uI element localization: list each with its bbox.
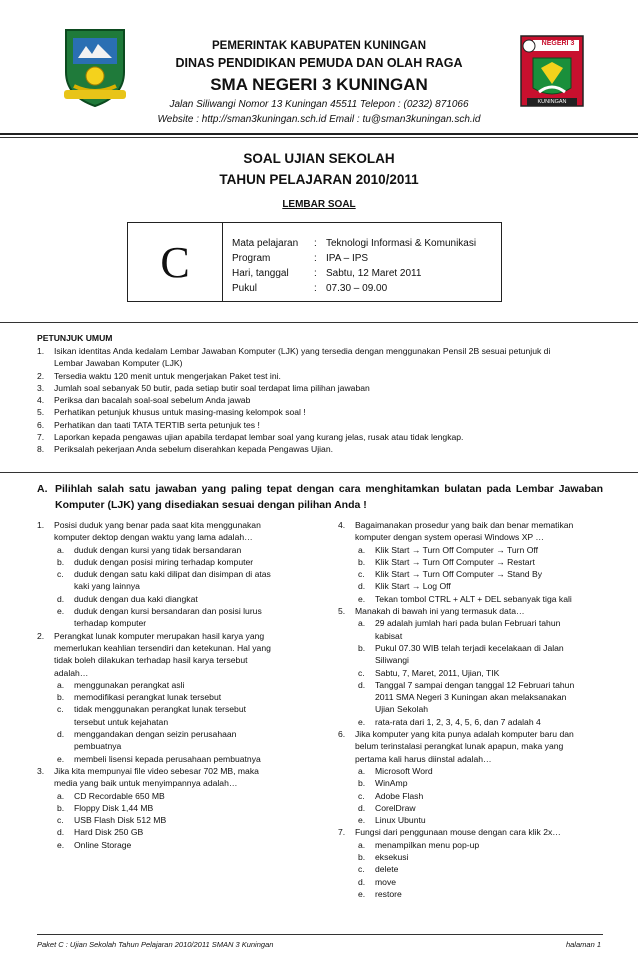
answer-option: [54, 753, 317, 765]
option-letter: a.: [57, 544, 65, 555]
answer-option: [54, 593, 317, 605]
option-line: duduk dengan dua kaki diangkat: [74, 593, 198, 604]
answer-option: [355, 863, 618, 875]
option-letter: e.: [358, 593, 366, 604]
option-line: Hard Disk 250 GB: [74, 827, 144, 838]
answer-option: [54, 556, 317, 568]
school-contact: Website : http://sman3kuningan.sch.id Email : tu@sman3kuningan.sch.id: [157, 114, 481, 125]
answer-option: [54, 802, 317, 814]
option-text: [74, 790, 317, 802]
option-letter: c.: [57, 704, 64, 715]
option-line: rata-rata dari 1, 2, 3, 4, 5, 6, dan 7 adalah 4: [375, 716, 541, 727]
answer-option: [355, 814, 618, 826]
option-line: move: [375, 876, 397, 887]
option-text: [375, 777, 618, 789]
option-line: Klik Start → Turn Off Computer → Stand By: [375, 569, 543, 580]
question-line: media yang baik untuk menyimpannya adalah…: [54, 778, 238, 789]
option-text: [375, 716, 618, 728]
option-letter: c.: [57, 815, 64, 826]
info-label: Program: [232, 253, 271, 264]
option-line: Siliwangi: [375, 655, 409, 666]
option-line: Online Storage: [74, 839, 132, 850]
option-line: kabisat: [375, 630, 403, 641]
instruction-body: [54, 382, 607, 394]
option-line: menggandakan dengan seizin perusahaan: [74, 729, 237, 740]
instruction-line: Isikan identitas Anda kedalam Lembar Jawaban Komputer (LJK) yang tersedia dengan menggunakan Pensil 2B sesuai petunjuk di: [54, 346, 551, 356]
option-text: [74, 568, 317, 593]
option-line: duduk dengan kursi yang tidak bersandaran: [74, 544, 242, 555]
option-text: [74, 728, 317, 753]
question-text: [355, 519, 618, 544]
answer-option: [355, 568, 618, 580]
option-line: Floppy Disk 1,44 MB: [74, 802, 154, 813]
page-number: halaman 1: [565, 940, 601, 949]
instruction-item: [37, 406, 607, 418]
option-text: [375, 863, 618, 875]
school-logo-bottom: KUNINGAN: [537, 99, 567, 105]
question: [338, 826, 618, 900]
question-number: 5.: [338, 606, 346, 617]
instruction-line: Perhatikan petunjuk khusus untuk masing-masing kelompok soal !: [54, 407, 306, 418]
option-line: CD Recordable 650 MB: [74, 790, 165, 801]
instruction-item: [37, 443, 607, 455]
option-line: USB Flash Disk 512 MB: [74, 815, 167, 826]
question-text: [355, 605, 618, 617]
instruction-number: 6.: [37, 419, 45, 430]
option-text: [375, 888, 618, 900]
option-letter: a.: [358, 765, 366, 776]
info-value: Teknologi Informasi & Komunikasi: [326, 238, 477, 249]
question-number: 6.: [338, 729, 346, 740]
option-line: terhadap komputer: [74, 618, 147, 629]
question-line: belum terinstalasi perangkat lunak apapun, maka yang: [355, 741, 564, 752]
exam-title: SOAL UJIAN SEKOLAH: [243, 151, 395, 166]
instruction-number: 2.: [37, 370, 45, 381]
option-letter: b.: [57, 802, 65, 813]
option-letter: b.: [358, 778, 366, 789]
question: [338, 605, 618, 728]
answer-option: [54, 605, 317, 630]
option-letter: d.: [358, 876, 366, 887]
answer-option: [355, 544, 618, 556]
question: [338, 728, 618, 826]
answer-option: [54, 568, 317, 593]
option-line: Sabtu, 7, Maret, 2011, Ujian, TIK: [375, 667, 500, 678]
option-line: memodifikasi perangkat lunak tersebut: [74, 692, 222, 703]
answer-option: [355, 876, 618, 888]
info-label: Hari, tanggal: [232, 268, 289, 279]
exam-info-box: [127, 222, 502, 302]
question-line: Perangkat lunak komputer merupakan hasil karya yang: [54, 630, 265, 641]
question-text: [355, 826, 618, 838]
option-text: [74, 593, 317, 605]
option-line: CorelDraw: [375, 802, 416, 813]
question-line: adalah…: [54, 667, 89, 678]
department-heading: DINAS PENDIDIKAN PEMUDA DAN OLAH RAGA: [175, 56, 463, 70]
question-number: 4.: [338, 520, 346, 530]
option-text: [375, 790, 618, 802]
instruction-body: [54, 370, 607, 382]
answer-option: [355, 593, 618, 605]
info-colon: :: [314, 268, 317, 279]
question-line: komputer dengan system operasi Windows XP …: [355, 532, 544, 543]
question: [37, 630, 317, 765]
section-divider: [0, 472, 638, 473]
instruction-item: [37, 382, 607, 394]
instruction-body: [54, 419, 607, 431]
option-line: menggunakan perangkat asli: [74, 679, 185, 690]
section-a-line: Pilihlah salah satu jawaban yang paling tepat dengan cara menghitamkan bulatan pada Lembar Jawaban: [55, 483, 603, 495]
option-line: Klik Start → Turn Off Computer → Turn Off: [375, 544, 539, 555]
answer-option: [355, 888, 618, 900]
instruction-line: Jumlah soal sebanyak 50 butir, pada setiap butir soal terdapat lima pilihan jawaban: [54, 382, 370, 393]
answer-option: [54, 814, 317, 826]
option-text: [375, 839, 618, 851]
question: [37, 765, 317, 851]
option-line: kaki yang lainnya: [74, 581, 140, 592]
option-letter: e.: [57, 606, 65, 617]
instructions-list: [37, 345, 607, 456]
option-text: [74, 814, 317, 826]
option-letter: a.: [57, 790, 65, 801]
answer-option: [355, 667, 618, 679]
instruction-line: Lembar Jawaban Komputer (LJK): [54, 358, 183, 369]
option-line: menampilkan menu pop-up: [375, 839, 480, 850]
instruction-item: [37, 394, 607, 406]
instruction-item: [37, 345, 607, 370]
option-line: pembuatnya: [74, 741, 122, 752]
option-text: [375, 802, 618, 814]
answer-option: [54, 703, 317, 728]
option-text: [74, 679, 317, 691]
question-text: [54, 519, 317, 544]
option-letter: b.: [57, 556, 65, 567]
question-line: memerlukan keahlian tersendiri dan ketekunan. Hal yang: [54, 642, 271, 653]
info-colon: :: [314, 253, 317, 264]
option-text: [74, 544, 317, 556]
school-name: SMA NEGERI 3 KUNINGAN: [210, 75, 428, 94]
option-text: [74, 605, 317, 630]
option-text: [74, 556, 317, 568]
option-text: [375, 851, 618, 863]
option-letter: e.: [358, 815, 366, 826]
option-text: [74, 802, 317, 814]
instruction-body: [54, 345, 607, 370]
option-text: [375, 617, 618, 642]
answer-option: [355, 851, 618, 863]
option-text: [74, 691, 317, 703]
option-text: [74, 839, 317, 851]
instruction-number: 7.: [37, 432, 45, 443]
question-number: 2.: [37, 630, 45, 641]
option-text: [375, 814, 618, 826]
government-heading: PEMERINTAK KABUPATEN KUNINGAN: [211, 40, 427, 52]
question-line: Bagaimanakan prosedur yang baik dan benar mematikan: [355, 520, 574, 530]
info-value: Sabtu, 12 Maret 2011: [326, 268, 422, 279]
answer-option: [355, 802, 618, 814]
option-line: tidak menggunakan perangkat lunak tersebut: [74, 704, 246, 715]
option-line: Tanggal 7 sampai dengan tanggal 12 Februari tahun: [375, 679, 575, 690]
option-text: [74, 703, 317, 728]
option-text: [74, 753, 317, 765]
option-letter: a.: [358, 618, 366, 629]
option-text: [375, 544, 618, 556]
answer-option: [54, 679, 317, 691]
option-line: Microsoft Word: [375, 765, 433, 776]
instruction-line: Periksalah pekerjaan Anda sebelum diserahkan kepada Pengawas Ujian.: [54, 444, 333, 455]
instruction-number: 8.: [37, 444, 45, 455]
exam-year: TAHUN PELAJARAN 2010/2011: [219, 172, 419, 187]
answer-option: [355, 790, 618, 802]
instruction-body: [54, 406, 607, 418]
option-line: Adobe Flash: [375, 790, 424, 801]
option-letter: d.: [57, 729, 65, 740]
answer-option: [355, 716, 618, 728]
option-line: Ujian Sekolah: [375, 704, 429, 715]
option-letter: b.: [57, 692, 65, 703]
question-line: komputer dektop dengan waktu yang lama adalah…: [54, 532, 253, 543]
instruction-line: Perhatikan dan taati TATA TERTIB serta petunjuk tes !: [54, 419, 260, 430]
option-text: [375, 642, 618, 667]
answer-option: [355, 679, 618, 716]
instruction-number: 1.: [37, 346, 45, 356]
option-letter: d.: [358, 679, 366, 690]
instruction-number: 3.: [37, 382, 45, 393]
footer-divider: [37, 934, 603, 935]
option-letter: e.: [57, 839, 65, 850]
option-text: [375, 667, 618, 679]
option-letter: d.: [358, 581, 366, 592]
instruction-item: [37, 370, 607, 382]
answer-option: [355, 580, 618, 592]
option-letter: b.: [358, 852, 366, 863]
answer-option: [355, 777, 618, 789]
instructions-heading: PETUNJUK UMUM: [37, 333, 113, 343]
instruction-line: Laporkan kepada pengawas ujian apabila terdapat lembar soal yang kurang jelas, rusak atau tidak lengkap.: [54, 432, 464, 443]
option-letter: e.: [358, 888, 366, 899]
option-letter: c.: [358, 790, 365, 801]
answer-option: [355, 617, 618, 642]
instruction-body: [54, 443, 607, 455]
answer-option: [54, 544, 317, 556]
instruction-line: Tersedia waktu 120 menit untuk mengerjakan Paket test ini.: [54, 370, 281, 381]
instruction-body: [54, 394, 607, 406]
option-line: duduk dengan posisi miring terhadap komputer: [74, 556, 254, 567]
header-divider: [0, 133, 638, 135]
answer-option: [54, 790, 317, 802]
option-line: Pukul 07.30 WIB telah terjadi kecelakaan di Jalan: [375, 642, 564, 653]
option-line: eksekusi: [375, 852, 409, 863]
info-label: Mata pelajaran: [232, 238, 299, 249]
header-divider-thin: [0, 137, 638, 138]
option-line: membeli lisensi kepada perusahaan pembuatnya: [74, 753, 261, 764]
option-letter: c.: [358, 569, 365, 580]
section-a-instruction: [55, 481, 603, 513]
question-line: Jika kita mempunyai file video sebesar 702 MB, maka: [54, 765, 259, 776]
option-letter: d.: [57, 827, 65, 838]
option-text: [74, 826, 317, 838]
answer-option: [355, 839, 618, 851]
question-line: tidak boleh dilakukan terhadap hasil karya tersebut: [54, 655, 248, 666]
answer-option: [54, 826, 317, 838]
instruction-line: Periksa dan bacalah soal-soal sebelum Anda jawab: [54, 395, 251, 406]
question-column-right: [338, 519, 618, 900]
option-line: 2011 SMA Negeri 3 Kuningan akan melaksanakan: [375, 692, 567, 703]
question-line: pertama kali harus diinstal adalah…: [355, 753, 492, 764]
instruction-item: [37, 419, 607, 431]
question: [37, 519, 317, 630]
question-line: Jika komputer yang kita punya adalah komputer baru dan: [355, 729, 574, 740]
answer-option: [54, 691, 317, 703]
option-text: [375, 580, 618, 592]
answer-option: [355, 765, 618, 777]
option-letter: d.: [57, 593, 65, 604]
answer-option: [54, 839, 317, 851]
school-address: Jalan Siliwangi Nomor 13 Kuningan 45511 Telepon : (0232) 871066: [169, 99, 469, 110]
option-line: WinAmp: [375, 778, 408, 789]
option-text: [375, 593, 618, 605]
option-letter: a.: [358, 839, 366, 850]
question-text: [355, 728, 618, 765]
instruction-number: 5.: [37, 407, 45, 418]
package-letter: C: [128, 223, 223, 301]
question-number: 1.: [37, 520, 45, 530]
question: [338, 519, 618, 605]
option-line: 29 adalah jumlah hari pada bulan Februari tahun: [375, 618, 561, 629]
option-line: Linux Ubuntu: [375, 815, 426, 826]
option-letter: b.: [358, 642, 366, 653]
question-number: 3.: [37, 765, 45, 776]
option-text: [375, 556, 618, 568]
option-letter: c.: [57, 569, 64, 580]
option-letter: a.: [358, 544, 366, 555]
option-letter: e.: [358, 716, 366, 727]
option-line: Klik Start → Log Off: [375, 581, 451, 592]
question-number: 7.: [338, 827, 346, 838]
option-letter: b.: [358, 556, 366, 567]
section-divider: [0, 322, 638, 323]
answer-option: [355, 642, 618, 667]
option-line: duduk dengan kursi bersandaran dan posisi lurus: [74, 606, 262, 617]
option-text: [375, 876, 618, 888]
option-text: [375, 765, 618, 777]
option-line: Klik Start → Turn Off Computer → Restart: [375, 556, 535, 567]
info-colon: :: [314, 283, 317, 294]
question-text: [54, 630, 317, 679]
option-line: duduk dengan satu kaki dilipat dan disimpan di atas: [74, 569, 271, 580]
option-line: tersebut untuk kejahatan: [74, 716, 169, 727]
answer-option: [355, 556, 618, 568]
option-line: restore: [375, 888, 402, 899]
option-text: [375, 568, 618, 580]
instruction-number: 4.: [37, 395, 45, 406]
instruction-body: [54, 431, 607, 443]
instruction-item: [37, 431, 607, 443]
option-letter: a.: [57, 679, 65, 690]
option-line: delete: [375, 864, 399, 875]
question-line: Manakah di bawah ini yang termasuk data…: [355, 606, 525, 617]
option-letter: e.: [57, 753, 65, 764]
option-letter: c.: [358, 864, 365, 875]
question-text: [54, 765, 317, 790]
info-label: Pukul: [232, 283, 258, 294]
option-letter: c.: [358, 667, 365, 678]
footer-text: Paket C : Ujian Sekolah Tahun Pelajaran 2010/2011 SMAN 3 Kuningan: [37, 940, 274, 949]
option-line: Tekan tombol CTRL + ALT + DEL sebanyak tiga kali: [375, 593, 572, 604]
info-colon: :: [314, 238, 317, 249]
info-value: 07.30 – 09.00: [326, 283, 388, 294]
option-text: [375, 679, 618, 716]
option-letter: d.: [358, 802, 366, 813]
question-line: Fungsi dari penggunaan mouse dengan cara klik 2x…: [355, 827, 561, 838]
info-value: IPA – IPS: [326, 253, 369, 264]
section-a-line: Komputer (LJK) yang disediakan sesuai dengan pilihan Anda !: [55, 499, 367, 511]
question-column-left: [37, 519, 317, 851]
sheet-label: LEMBAR SOAL: [282, 199, 356, 210]
question-line: Posisi duduk yang benar pada saat kita menggunakan: [54, 520, 261, 530]
section-a-label: A.: [37, 483, 48, 495]
school-logo-label: NEGERI 3: [541, 40, 575, 47]
answer-option: [54, 728, 317, 753]
